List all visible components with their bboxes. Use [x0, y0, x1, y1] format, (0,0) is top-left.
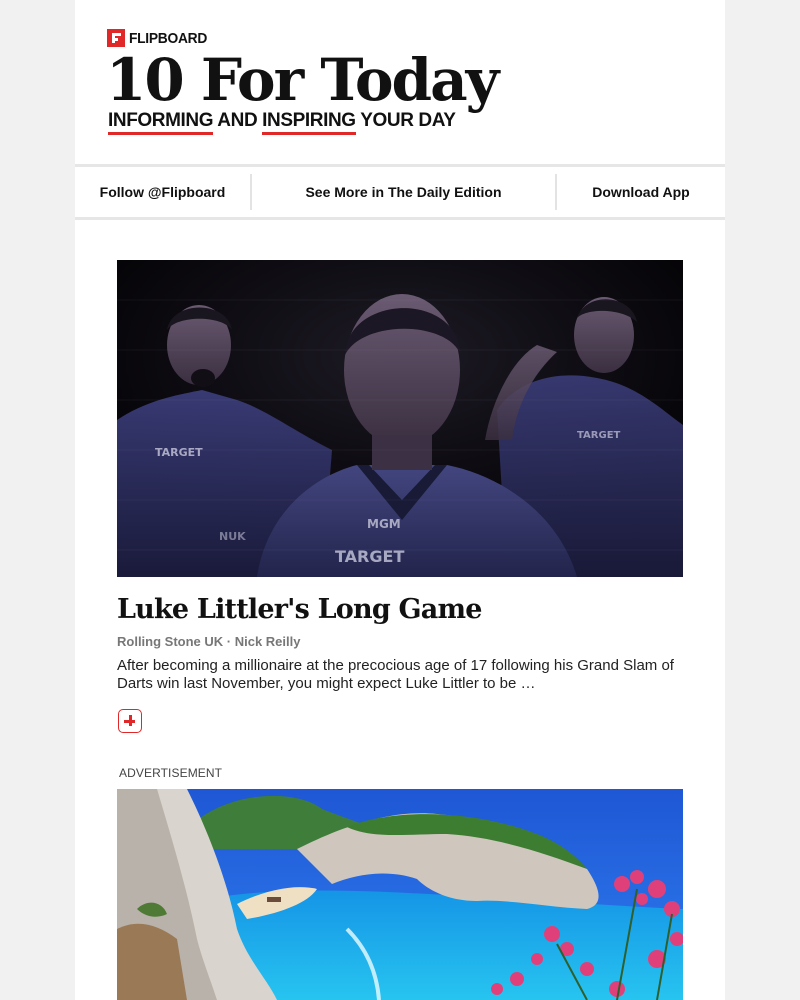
svg-text:TARGET: TARGET — [155, 446, 203, 459]
advertisement-image[interactable] — [117, 789, 683, 1000]
svg-text:NUK: NUK — [219, 530, 246, 543]
download-app-link[interactable]: Download App — [592, 184, 690, 200]
top-nav — [75, 164, 725, 220]
tagline-your-day: YOUR DAY — [355, 110, 456, 131]
article-byline: Rolling Stone UK · Nick Reilly — [117, 634, 301, 649]
tagline-informing: INFORMING — [108, 110, 213, 135]
svg-text:TARGET: TARGET — [335, 547, 405, 566]
plus-icon[interactable] — [118, 709, 142, 733]
svg-text:MGM: MGM — [367, 517, 401, 531]
tagline — [108, 110, 456, 132]
brand-name: FLIPBOARD — [129, 29, 208, 47]
newsletter-header — [75, 0, 725, 164]
follow-flipboard-link[interactable]: Follow @Flipboard — [99, 184, 226, 200]
article-excerpt: After becoming a millionaire at the precocious age of 17 following his Grand Slam of Darts win last November, you might expect Luke Littler to be … — [117, 657, 674, 692]
newsletter-card — [75, 0, 725, 1000]
article-hero-image[interactable] — [117, 260, 683, 577]
tagline-and: AND — [213, 110, 263, 131]
tagline-inspiring: INSPIRING — [262, 110, 356, 135]
article-title[interactable]: Luke Littler's Long Game — [117, 594, 482, 625]
svg-text:TARGET: TARGET — [577, 430, 621, 441]
daily-edition-link[interactable]: See More in The Daily Edition — [305, 184, 502, 200]
advertisement-label: ADVERTISEMENT — [119, 766, 223, 780]
newsletter-title: 10 For Today — [106, 46, 498, 114]
